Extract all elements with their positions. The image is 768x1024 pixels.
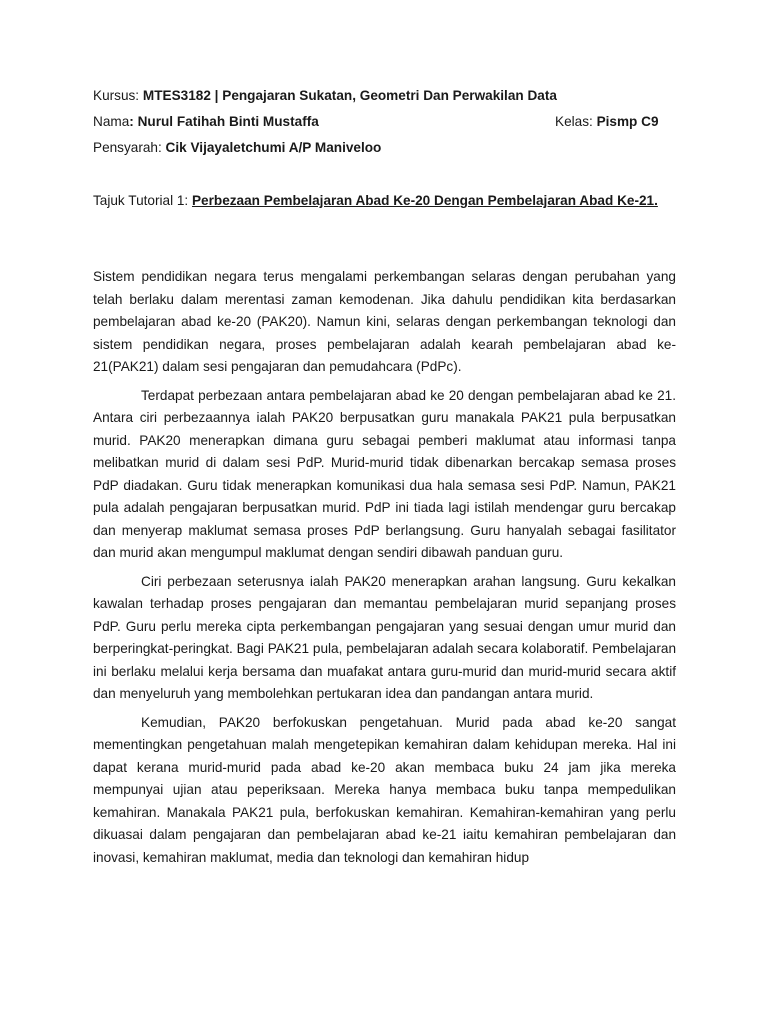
course-title: | Pengajaran Sukatan, Geometri Dan Perwakilan Data <box>210 88 557 103</box>
lecturer-label: Pensyarah: <box>93 140 166 155</box>
paragraph-3: Ciri perbezaan seterusnya ialah PAK20 menerapkan arahan langsung. Guru kekalkan kawalan terhadap proses pengajaran dan memantau pembelajaran murid sepanjang proses PdP. Guru perlu mereka cipta perkembangan pengajaran yang sesuai dengan umur murid dan berperingkat-peringkat. Bagi PAK21 pula, pembelajaran adalah secara kolaboratif. Pembelajaran ini berlaku melalui kerja bersama dan muafakat antara guru-murid dan murid-murid secara aktif dan menyeluruh yang membolehkan pertukaran idea dan pandangan antara murid. <box>93 573 676 701</box>
lecturer-value: Cik Vijayaletchumi A/P Maniveloo <box>165 140 382 155</box>
class-value: Pismp C9 <box>596 114 659 129</box>
paragraph-2: Terdapat perbezaan antara pembelajaran abad ke 20 dengan pembelajaran abad ke 21. Antara ciri perbezaannya ialah PAK20 berpusatkan guru manakala PAK21 pula berpusatkan murid. PAK20 menerapkan dimana guru sebagai pemberi maklumat atau informasi tanpa melibatkan murid di dalam sesi PdP. Murid-murid tidak dibenarkan bercakap semasa proses PdP diadakan. Guru tidak menerapkan komunikasi dua hala semasa sesi PdP. Namun, PAK21 pula adalah pengajaran berpusatkan murid. PdP ini tiada lagi istilah mendengar guru bercakap dan menyerap maklumat semasa proses PdP berlangsung. Guru hanyalah sebagai fasilitator dan murid akan mengumpul maklumat dengan sendiri dibawah panduan guru. <box>93 387 676 560</box>
name-label: Nama <box>93 114 130 129</box>
paragraph-4: Kemudian, PAK20 berfokuskan pengetahuan. Murid pada abad ke-20 sangat mementingkan pengetahuan malah mengetepikan kemahiran dalam kehidupan mereka. Hal ini dapat kerana murid-murid pada abad ke-20 akan membaca buku 24 jam jika mereka mempunyai ujian atau peperiksaan. Mereka hanya membaca buku tanpa mempedulikan kemahiran. Manakala PAK21 pula, berfokuskan kemahiran. Kemahiran-kemahiran yang perlu dikuasai dalam pengajaran dan pembelajaran abad ke-21 iaitu kemahiran pembelajaran dan inovasi, kemahiran maklumat, media dan teknologi dan kemahiran hidup <box>93 714 676 865</box>
document-body <box>93 266 676 875</box>
paragraph-intro: Sistem pendidikan negara terus mengalami perkembangan selaras dengan perubahan yang telah berlaku dalam merentasi zaman kemodenan. Jika dahulu pendidikan kita berdasarkan pembelajaran abad ke-20 (PAK20). Namun kini, selaras dengan perkembangan teknologi dan sistem pendidikan negara, proses pembelajaran adalah kearah pembelajaran abad ke-21(PAK21) dalam sesi pengajaran dan pemudahcara (PdPc). <box>93 269 676 374</box>
tutorial-title <box>93 192 671 210</box>
class-line <box>555 114 659 130</box>
course-line <box>93 88 557 104</box>
lecturer-line <box>93 140 381 156</box>
course-label: Kursus: <box>93 88 143 103</box>
name-value: : Nurul Fatihah Binti Mustaffa <box>129 114 319 129</box>
tutorial-title-label: Tajuk Tutorial 1: <box>93 193 192 208</box>
course-code: MTES3182 <box>142 88 211 103</box>
tutorial-title-text: Perbezaan Pembelajaran Abad Ke-20 Dengan Pembelajaran Abad Ke-21. <box>191 193 658 208</box>
class-label: Kelas: <box>555 114 597 129</box>
name-line <box>93 114 319 130</box>
